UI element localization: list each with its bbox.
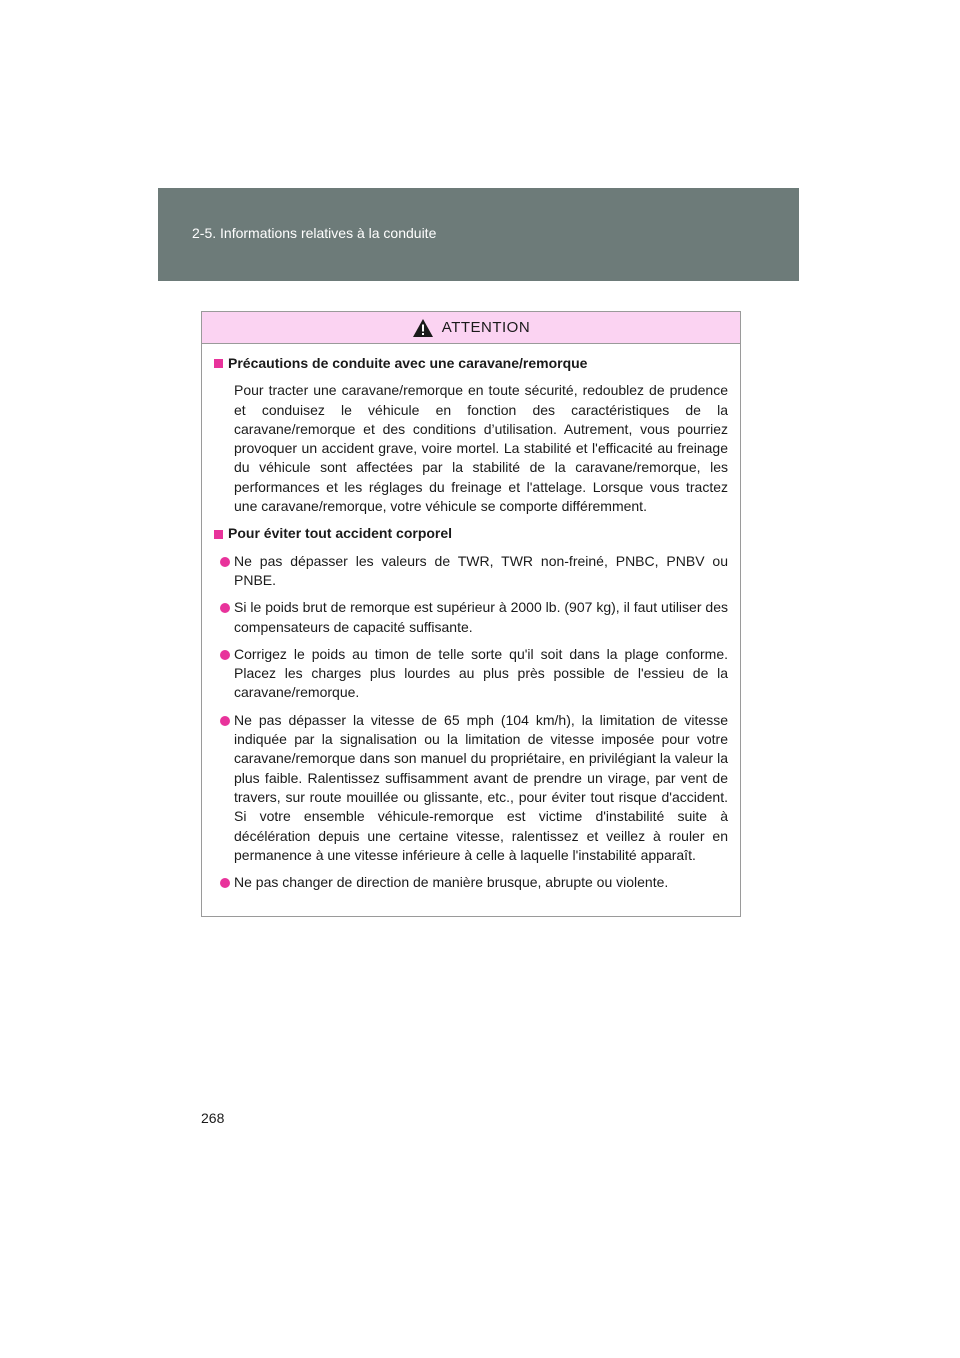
list-item [214,645,728,703]
list-item [214,873,728,892]
dot-bullet-icon [220,650,230,660]
section-heading [214,354,728,373]
attention-content [202,344,740,892]
page-number: 268 [201,1110,225,1126]
dot-bullet-icon [220,878,230,888]
list-item [214,598,728,637]
square-bullet-icon [214,530,223,539]
list-item [214,552,728,591]
warning-triangle-icon [412,318,434,338]
attention-header [202,312,740,344]
dot-bullet-icon [220,603,230,613]
section-heading [214,524,728,543]
list-item [214,711,728,865]
list-item-text: Corrigez le poids au timon de telle sorte qu'il soit dans la plage conforme. Placez les charges plus lourdes au plus près possible de l'essieu de la caravane/remorque. [234,645,728,701]
list-item-text: Ne pas dépasser les valeurs de TWR, TWR non-freiné, PNBC, PNBV ou PNBE. [234,552,728,588]
attention-box [201,311,741,917]
dot-bullet-icon [220,716,230,726]
list-item-text: Ne pas changer de direction de manière brusque, abrupte ou violente. [234,874,669,891]
square-bullet-icon [214,359,223,368]
chapter-title: 2-5. Informations relatives à la conduite [192,225,437,241]
section-paragraph: Pour tracter une caravane/remorque en toute sécurité, redoublez de prudence et conduisez le véhicule en fonction des caractéristiques de la caravane/remorque et des conditions d’utilisation. Autrement, vous pourriez provoquer un accident grave, voire mortel. La stabilité et l'efficacité au freinage du véhicule sont affectées par la stabilité de la caravane/remorque, les performances et les réglages du freinage et l'attelage. Lorsque vous tractez une caravane/remorque, votre véhicule se comporte différemment. [234,382,728,515]
section-title-text: Pour éviter tout accident corporel [228,525,453,542]
dot-bullet-icon [220,557,230,567]
list-item-text: Si le poids brut de remorque est supérieur à 2000 lb. (907 kg), il faut utiliser des compensateurs de capacité suffisante. [234,599,728,635]
chapter-header [158,188,799,281]
list-item-text: Ne pas dépasser la vitesse de 65 mph (104 km/h), la limitation de vitesse indiquée par la signalisation ou la limitation de vitesse imposée pour votre caravane/remorque dans son manuel du propriétaire, en privilégiant la valeur la plus faible. Ralentissez suffisamment avant de prendre un virage, par vent de travers, sur route mouillée ou glissante, etc., pour éviter tout risque d'accident. Si votre ensemble véhicule-remorque est victime d'instabilité suite à décélération depuis une certaine vitesse, ralentissez et veillez à rouler en permanence à une vitesse inférieure à celle à laquelle l'instabilité apparaît. [234,711,728,863]
section-title-text: Précautions de conduite avec une caravane/remorque [228,355,588,371]
attention-title: ATTENTION [441,319,531,336]
